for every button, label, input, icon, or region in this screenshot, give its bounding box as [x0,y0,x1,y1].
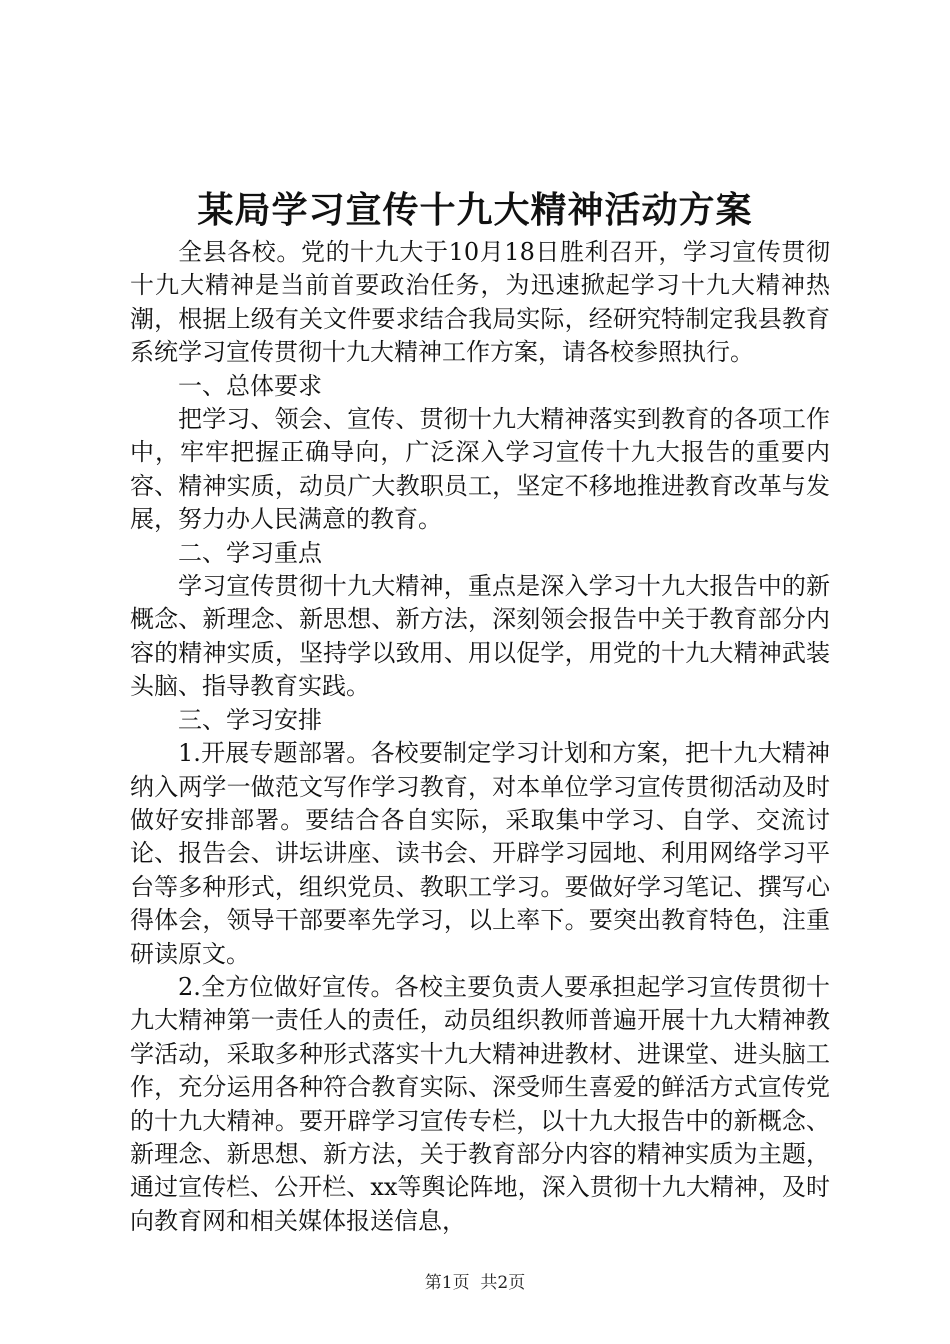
section-paragraph-1: 把学习、领会、宣传、贯彻十九大精神落实到教育的各项工作中，牢牢把握正确导向，广泛深入学习宣传十九大报告的重要内容、精神实质，动员广大教职员工，坚定不移地推进教育改革与发展，努力办人民满意的教育。 [130,405,830,534]
page-number: 第1页 [424,1273,470,1293]
section-paragraph-3-item-2: 2.全方位做好宣传。各校主要负责人要承担起学习宣传贯彻十九大精神第一责任人的责任，动员组织教师普遍开展十九大精神教学活动，采取多种形式落实十九大精神进教材、进课堂、进头脑工作，充分运用各种符合教育实际、深受师生喜爱的鲜活方式宣传党的十九大精神。要开辟学习宣传专栏，以十九大报告中的新概念、新理念、新思想、新方法，关于教育部分内容的精神实质为主题，通过宣传栏、公开栏、xx等舆论阵地，深入贯彻十九大精神，及时向教育网和相关媒体报送信息， [130,972,830,1235]
page-total: 共2页 [480,1273,526,1293]
page-footer [0,1272,950,1294]
section-paragraph-2: 学习宣传贯彻十九大精神，重点是深入学习十九大报告中的新概念、新理念、新思想、新方法，深刻领会报告中关于教育部分内容的精神实质，坚持学以致用、用以促学，用党的十九大精神武装头脑、指导教育实践。 [130,572,830,701]
section-paragraph-3-item-1: 1.开展专题部署。各校要制定学习计划和方案，把十九大精神纳入两学一做范文写作学习教育，对本单位学习宣传贯彻活动及时做好安排部署。要结合各自实际，采取集中学习、自学、交流讨论、报告会、讲坛讲座、读书会、开辟学习园地、利用网络学习平台等多种形式，组织党员、教职工学习。要做好学习笔记、撰写心得体会，领导干部要率先学习，以上率下。要突出教育特色，注重研读原文。 [130,739,830,968]
intro-paragraph: 全县各校。党的十九大于10月18日胜利召开，学习宣传贯彻十九大精神是当前首要政治任务，为迅速掀起学习十九大精神热潮，根据上级有关文件要求结合我局实际，经研究特制定我县教育系统学习宣传贯彻十九大精神工作方案，请各校参照执行。 [130,238,830,367]
section-heading-2: 二、学习重点 [178,538,322,567]
section-heading-1: 一、总体要求 [178,371,322,400]
section-heading-3: 三、学习安排 [178,705,322,734]
document-body [130,236,830,1238]
document-title: 某局学习宣传十九大精神活动方案 [197,189,753,231]
